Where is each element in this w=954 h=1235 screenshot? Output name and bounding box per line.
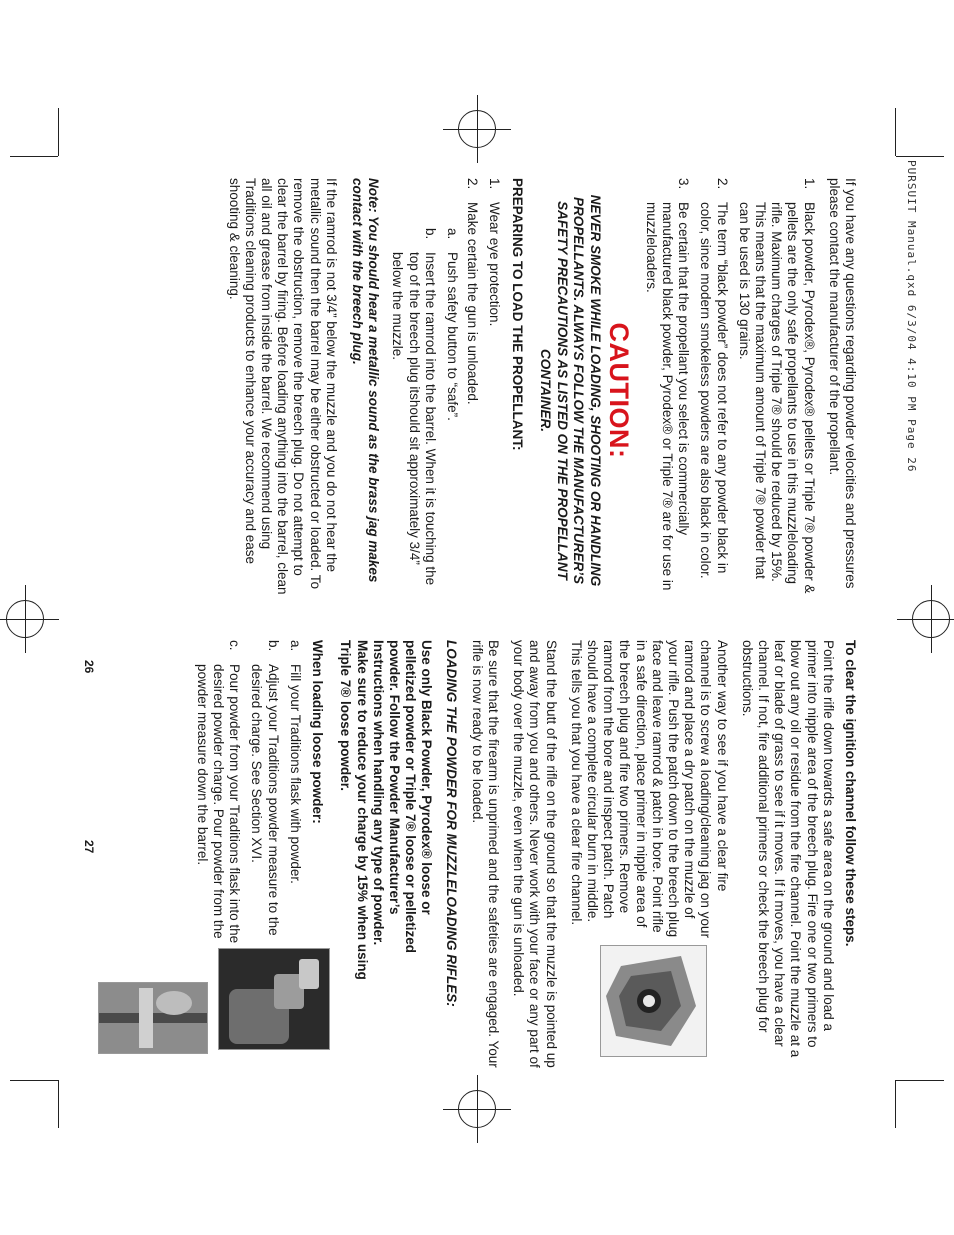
- crop-mark: [58, 1080, 59, 1128]
- ready-paragraph: Be sure that the firearm is unprimed and the safeties are engaged. Your rifle is now ready to be loaded.: [469, 640, 501, 1068]
- registration-mark-right: [912, 600, 950, 638]
- list-item: c. Pour powder from your Traditions flask into the desired powder charge. Pour powder from the powder measure down the barrel.: [194, 640, 243, 944]
- muzzle-paragraph: Stand the butt of the rifle on the ground so that the muzzle is pointed up and away from you and others. Never work with your face or any part of your body over the muzzle, even when the gun is unloaded.: [511, 640, 559, 1068]
- caution-box: [537, 178, 635, 603]
- registration-mark-left: [6, 600, 44, 638]
- powder-measure-photo: [98, 982, 208, 1054]
- loose-powder-heading: When loading loose powder:: [310, 640, 326, 824]
- patch-paragraph: Another way to see if you have a clear fire channel is to screw a loading/cleaning jag on your ramrod and place a dry patch on the muzzle of your rifle. Push the patch down to the breech plug face and leave ramrod & patch in bore. Point rifle in a safe direction, place primer in nipple area of the breech plug and fire two primers. Remove ramrod from the bore and inspect patch. Patch should have a complete circular burn in middle. This tells you that you have a clear fire channel.: [568, 640, 730, 938]
- crop-mark: [10, 156, 58, 157]
- loading-heading: LOADING THE POWDER FOR MUZZLELOADING RIFLES:: [443, 640, 459, 1007]
- burned-patch-photo: [600, 945, 707, 1057]
- closing-paragraph: If the ramrod is not 3/4” below the muzzle and you do not hear the metallic sound then the barrel may be either obstructed or loaded. To remove the obstruction, remove the breech plug. Do not attempt to clear the barrel by firing. Before loading anything into the barrel, clean all oil and grease from inside the barrel. We recommend using Traditions cleaning products to enhance your accuracy and ease shooting & cleaning.: [226, 178, 339, 595]
- ignition-paragraph: Point the rifle down towards a safe area on the ground and load a primer into nipple area of the breech plug. Fire one or two primers to blow out any oil or residue from the fire channel. Point the muzzle at a leaf or blade of grass to see if it moves. If it moves, you have a clear channel. If not, fire additional primers or check the breech plug for obstructions.: [739, 640, 836, 1058]
- file-slug: PURSUIT Manual.qxd 6/3/04 4:10 PM Page 26: [905, 160, 918, 473]
- crop-mark: [895, 1080, 896, 1128]
- list-item: 1. Black powder, Pyrodex®, Pyrodex® pellets or Triple 7® powder & pellets are the only safe propellants to use in this muzzleloading rifle. Maximum charges of Triple 7® should be reduced by 15%. This means that the maximum amount of Triple 7® powder that can be used is 130 grains.: [736, 178, 817, 594]
- list-item: 1. Wear eye protection.: [487, 178, 503, 327]
- prep-heading: PREPARING TO LOAD THE PROPELLANT:: [509, 178, 525, 451]
- loose-powder-list: [194, 640, 303, 970]
- powder-flask-photo: [218, 948, 330, 1050]
- prep-list: [389, 178, 502, 603]
- crop-mark: [896, 1080, 944, 1081]
- registration-mark-top: [458, 110, 496, 148]
- propellant-list: [643, 178, 817, 603]
- powder-warning: Use only Black Powder, Pyrodex® loose or pelletized powder or Triple 7® loose or pelletized powder. Follow the Powder Manufacturer’s Instructions when handling any type of powder. Make sure to reduce your charge by 15% when using Triple 7® loose powder.: [338, 640, 435, 980]
- page-number-right: 27: [82, 840, 96, 854]
- prep-sublist: [389, 228, 460, 603]
- sub-item: a. Push safety button to “safe”.: [444, 228, 460, 421]
- list-item: 2. The term “black powder” does not refer to any powder black in color, since modern smokeless powders are also black in color.: [698, 178, 730, 579]
- ignition-heading: To clear the ignition channel follow these steps.: [843, 640, 858, 947]
- list-item: b. Adjust your Traditions powder measure to the desired charge. See Section XVI.: [249, 640, 281, 936]
- crop-mark: [58, 108, 59, 156]
- list-item: 2. Make certain the gun is unloaded. a. Push safety button to “safe”. b. Insert the ramrod into the barrel. When it is touching the top of the breech plug itshould sit approximately 3/4” below the muzzle.: [389, 178, 480, 603]
- crop-mark: [895, 108, 896, 156]
- left-page: [216, 178, 858, 603]
- crop-mark: [10, 1080, 58, 1081]
- sub-item: b. Insert the ramrod into the barrel. When it is touching the top of the breech plug itshould sit approximately 3/4” below the muzzle.: [390, 228, 438, 586]
- registration-mark-bottom: [458, 1090, 496, 1128]
- intro-paragraph: If you have any questions regarding powder velocities and pressures please contact the manufacturer of the propellant.: [826, 178, 858, 589]
- note-paragraph: Note: You should hear a metallic sound as the brass jag makes contact with the breech plug.: [349, 178, 382, 583]
- list-item: a. Fill your Traditions flask with powder.: [287, 640, 303, 884]
- page-number-left: 26: [82, 660, 96, 674]
- caution-title: CAUTION:: [603, 322, 634, 459]
- list-item: 3. Be certain that the propellant you select is commercially manufactured black powder, Pyrodex® or Triple 7® are for use in muzzleloaders.: [643, 178, 692, 591]
- caution-text: NEVER SMOKE WHILE LOADING, SHOOTING OR HANDLING PROPELLANTS. ALWAYS FOLLOW THE MANUFACTURER’S SAFETY PRECAUTIONS AS LISTED ON THE PROPELLANT CONTAINER.: [538, 194, 603, 587]
- crop-mark: [896, 156, 944, 157]
